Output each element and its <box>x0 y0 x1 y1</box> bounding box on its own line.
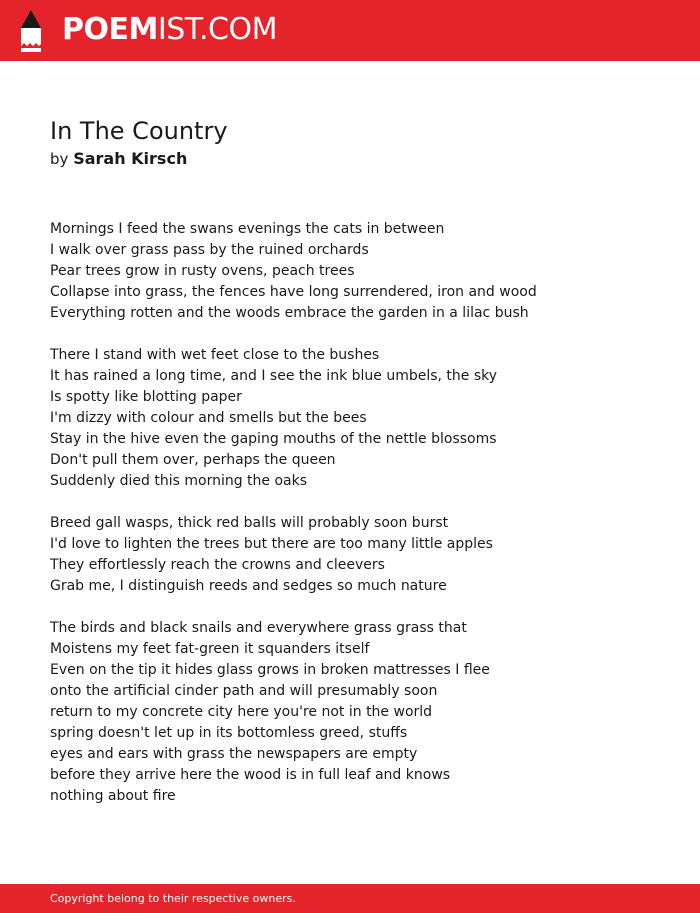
poem-line: Collapse into grass, the fences have long surrendered, iron and wood <box>50 284 537 300</box>
site-header <box>0 0 700 61</box>
poem-line: Everything rotten and the woods embrace the garden in a lilac bush <box>50 305 529 321</box>
poem-line: nothing about fire <box>50 788 176 804</box>
poem-line: Moistens my feet fat-green it squanders itself <box>50 641 370 657</box>
poem-line: I walk over grass pass by the ruined orchards <box>50 242 369 258</box>
poem-line: Pear trees grow in rusty ovens, peach trees <box>50 263 355 279</box>
poem-line: Mornings I feed the swans evenings the cats in between <box>50 221 445 237</box>
stanza <box>50 513 670 597</box>
poem-line: Breed gall wasps, thick red balls will probably soon burst <box>50 515 449 531</box>
poem-body <box>50 219 670 828</box>
brand-light: IST.COM <box>157 12 277 47</box>
poem-title: In The Country <box>50 117 228 145</box>
stanza <box>50 219 670 324</box>
poem-line: The birds and black snails and everywhere grass grass that <box>50 620 467 636</box>
site-footer <box>0 884 700 913</box>
poem-line: Don't pull them over, perhaps the queen <box>50 452 336 468</box>
brand-bold: POEM <box>62 12 158 47</box>
pencil-icon <box>18 10 44 52</box>
poem-line: return to my concrete city here you're not in the world <box>50 704 433 720</box>
site-logo[interactable] <box>62 10 277 50</box>
poem-line: eyes and ears with grass the newspapers are empty <box>50 746 418 762</box>
poem-line: onto the artificial cinder path and will presumably soon <box>50 683 438 699</box>
stanza <box>50 345 670 492</box>
poem-byline <box>50 148 187 170</box>
poem-line: before they arrive here the wood is in full leaf and knows <box>50 767 451 783</box>
poem-line: Stay in the hive even the gaping mouths of the nettle blossoms <box>50 431 497 447</box>
poem-line: Is spotty like blotting paper <box>50 389 242 405</box>
poem-line: Even on the tip it hides glass grows in broken mattresses I flee <box>50 662 490 678</box>
copyright-notice: Copyright belong to their respective owners. <box>50 892 296 905</box>
poem-author: Sarah Kirsch <box>73 149 188 168</box>
poem-line: spring doesn't let up in its bottomless greed, stuffs <box>50 725 408 741</box>
poem-line: It has rained a long time, and I see the ink blue umbels, the sky <box>50 368 498 384</box>
by-label: by <box>50 150 69 168</box>
poem-line: Grab me, I distinguish reeds and sedges so much nature <box>50 578 447 594</box>
poem-line: I'm dizzy with colour and smells but the bees <box>50 410 367 426</box>
poem-line: There I stand with wet feet close to the bushes <box>50 347 380 363</box>
poem-line: Suddenly died this morning the oaks <box>50 473 308 489</box>
poem-line: I'd love to lighten the trees but there are too many little apples <box>50 536 493 552</box>
stanza <box>50 618 670 807</box>
poem-line: They effortlessly reach the crowns and cleevers <box>50 557 385 573</box>
